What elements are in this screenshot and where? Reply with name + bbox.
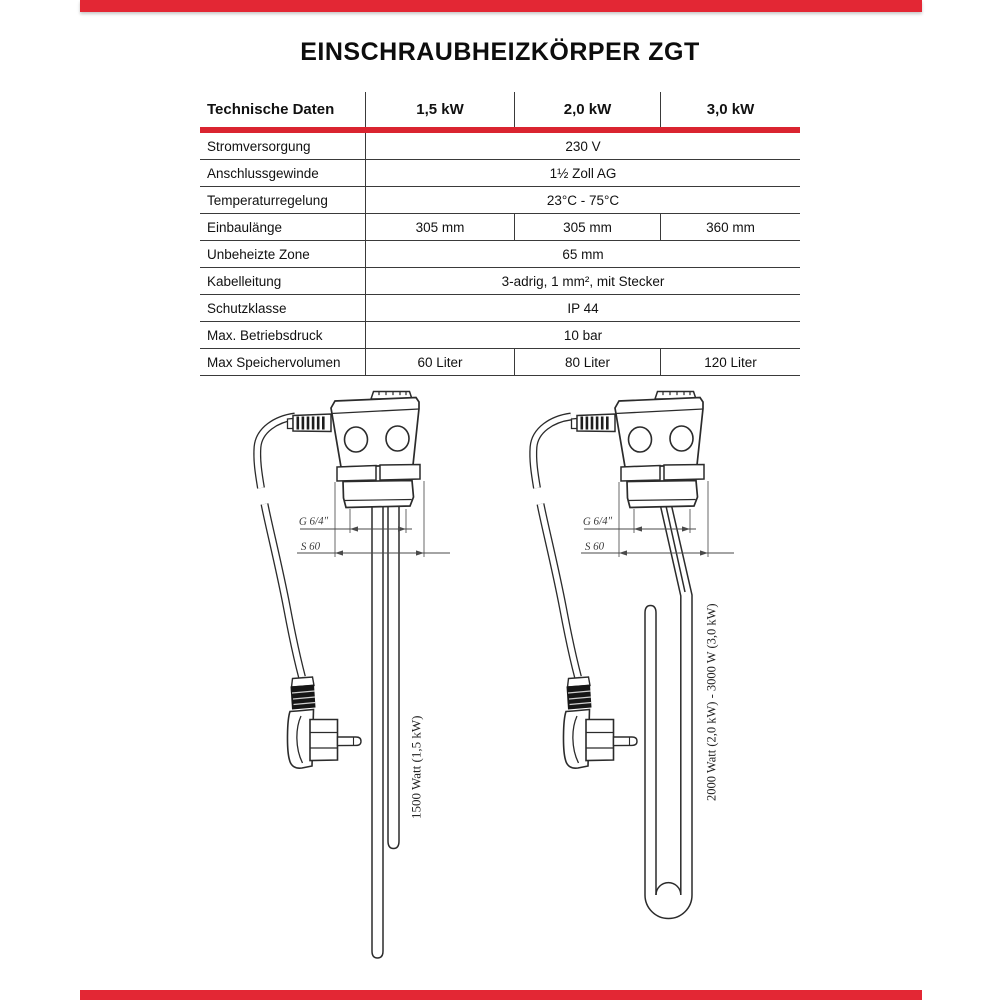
row-value-merged: 1½ Zoll AG [549, 165, 617, 181]
table-header-col: 3,0 kW [706, 101, 755, 118]
row-label: Einbaulänge [200, 214, 366, 240]
row-value-merged: 65 mm [562, 246, 604, 262]
power-rating-label: 2000 Watt (2,0 kW) - 3000 W (3,0 kW) [704, 603, 719, 801]
thread-dimension-label: G 6/4″ [582, 514, 613, 528]
drawing-heater-2-3kw [533, 392, 734, 919]
power-rating-label: 1500 Watt (1,5 kW) [408, 715, 424, 819]
row-label: Max. Betriebsdruck [200, 322, 366, 348]
row-value: 60 Liter [366, 349, 515, 375]
row-label: Anschlussgewinde [200, 160, 366, 186]
row-value: 120 Liter [704, 354, 757, 370]
hex-dimension-label: S 60 [584, 540, 605, 553]
row-value-merged: 23°C - 75°C [546, 192, 620, 208]
table-header-col: 2,0 kW [515, 92, 661, 127]
row-label: Schutzklasse [200, 295, 366, 321]
row-label: Unbeheizte Zone [200, 241, 366, 267]
row-value: 360 mm [706, 219, 755, 235]
page-title: EINSCHRAUBHEIZKÖRPER ZGT [300, 38, 700, 66]
bottom-red-bar [80, 990, 922, 1000]
row-value-merged: 10 bar [563, 327, 603, 343]
row-label: Temperaturregelung [200, 187, 366, 213]
thread-dimension-label: G 6/4″ [298, 514, 329, 528]
row-value-merged: 3-adrig, 1 mm², mit Stecker [501, 273, 665, 289]
row-label: Max Speichervolumen [200, 349, 366, 375]
row-value-merged: 230 V [565, 138, 601, 154]
row-value-merged: IP 44 [567, 300, 599, 316]
row-label: Kabelleitung [200, 268, 366, 294]
table-header-label: Technische Daten [200, 92, 366, 127]
hex-dimension-label: S 60 [300, 540, 321, 553]
row-label: Stromversorgung [200, 133, 366, 159]
row-value: 305 mm [515, 214, 661, 240]
row-value: 305 mm [366, 214, 515, 240]
row-value: 80 Liter [515, 349, 661, 375]
table-header-col: 1,5 kW [366, 92, 515, 127]
drawing-heater-1-5kw [257, 392, 450, 959]
